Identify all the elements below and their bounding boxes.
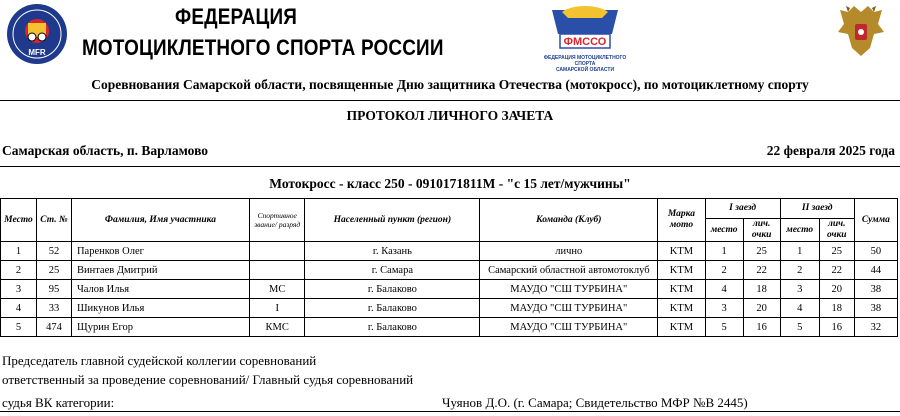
cell-race2-points: 25 (819, 242, 854, 261)
cell-start-no: 33 (37, 299, 72, 318)
cell-sum: 32 (854, 318, 897, 337)
cell-make: KTM (658, 280, 705, 299)
cell-team: Самарский областной автомотоклуб (480, 261, 658, 280)
title-divider (0, 100, 900, 101)
footer-divider (0, 411, 900, 412)
cell-start-no: 474 (37, 318, 72, 337)
cell-start-no: 52 (37, 242, 72, 261)
cell-place: 2 (1, 261, 37, 280)
date-text: 22 февраля 2025 года (766, 143, 895, 158)
cell-name: Шикунов Илья (71, 299, 249, 318)
cell-place: 5 (1, 318, 37, 337)
cell-team: МАУДО "СШ ТУРБИНА" (480, 318, 658, 337)
fmsso-logo-icon (542, 4, 628, 73)
race1-points-header: лич. очки (743, 219, 780, 242)
cell-race2-place: 1 (780, 242, 819, 261)
cell-start-no: 95 (37, 280, 72, 299)
cell-race2-place: 4 (780, 299, 819, 318)
cell-race1-place: 4 (705, 280, 743, 299)
cell-race1-points: 25 (743, 242, 780, 261)
col-place-header: Место (1, 199, 37, 242)
cell-race1-place: 1 (705, 242, 743, 261)
cell-race2-place: 5 (780, 318, 819, 337)
cell-name: Чалов Илья (71, 280, 249, 299)
col-race2-header: II заезд (780, 199, 854, 219)
cell-make: KTM (658, 318, 705, 337)
col-start-no-header: Ст. № (37, 199, 72, 242)
cell-place: 4 (1, 299, 37, 318)
cell-name: Щурин Егор (71, 318, 249, 337)
footer-chief-judge-label: ответственный за проведение соревнований/ Главный судья соревнований (2, 372, 414, 387)
cell-race1-points: 16 (743, 318, 780, 337)
cell-rank: КМС (249, 318, 305, 337)
cell-rank: МС (249, 280, 305, 299)
table-row (1, 242, 898, 261)
location-divider (0, 166, 900, 167)
race1-place-header: место (705, 219, 743, 242)
table-row (1, 318, 898, 337)
cell-sum: 44 (854, 261, 897, 280)
federation-title-line1: ФЕДЕРАЦИЯ (175, 4, 298, 29)
cell-team: МАУДО "СШ ТУРБИНА" (480, 280, 658, 299)
fmsso-caption-line1: ФЕДЕРАЦИЯ МОТОЦИКЛЕТНОГО СПОРТА (543, 55, 627, 67)
cell-city: г. Балаково (305, 318, 480, 337)
cell-race1-points: 20 (743, 299, 780, 318)
results-table (0, 198, 898, 337)
col-team-header: Команда (Клуб) (480, 199, 658, 242)
cell-rank: I (249, 299, 305, 318)
table-row (1, 261, 898, 280)
mfr-emblem-icon (6, 3, 68, 65)
cell-rank (249, 242, 305, 261)
race2-place-header: место (780, 219, 819, 242)
cell-race2-place: 2 (780, 261, 819, 280)
cell-race2-points: 16 (819, 318, 854, 337)
cell-name: Паренков Олег (71, 242, 249, 261)
cell-race1-place: 3 (705, 299, 743, 318)
cell-race2-points: 20 (819, 280, 854, 299)
double-headed-eagle-icon (836, 2, 886, 62)
cell-race1-points: 18 (743, 280, 780, 299)
cell-race2-points: 18 (819, 299, 854, 318)
cell-race1-place: 2 (705, 261, 743, 280)
cell-race1-place: 5 (705, 318, 743, 337)
col-city-header: Населенный пункт (регион) (305, 199, 480, 242)
fmsso-caption-line2: САМАРСКОЙ ОБЛАСТИ (555, 67, 615, 73)
svg-text:ФМССО: ФМССО (563, 36, 607, 48)
footer-judge-name: Чуянов Д.О. (г. Самара; Свидетельство МФР №В 2445) (442, 395, 748, 410)
cell-place: 3 (1, 280, 37, 299)
cell-sum: 38 (854, 299, 897, 318)
cell-team: МАУДО "СШ ТУРБИНА" (480, 299, 658, 318)
location-text: Самарская область, п. Варламово (2, 143, 209, 158)
cell-sum: 38 (854, 280, 897, 299)
svg-text:MFR: MFR (28, 48, 46, 57)
cell-rank (249, 261, 305, 280)
cell-city: г. Казань (305, 242, 480, 261)
col-rank-header: Спортивное звание/ разряд (249, 199, 305, 242)
cell-start-no: 25 (37, 261, 72, 280)
cell-city: г. Самара (305, 261, 480, 280)
protocol-title: ПРОТОКОЛ ЛИЧНОГО ЗАЧЕТА (346, 108, 554, 123)
cell-city: г. Балаково (305, 299, 480, 318)
footer-judge-category-label: судья ВК категории: (2, 395, 115, 410)
cell-race1-points: 22 (743, 261, 780, 280)
footer-chairman-label: Председатель главной судейской коллегии соревнований (2, 353, 317, 368)
federation-title-line2: МОТОЦИКЛЕТНОГО СПОРТА РОССИИ (82, 35, 444, 60)
cell-race2-points: 22 (819, 261, 854, 280)
col-race1-header: I заезд (705, 199, 780, 219)
race2-points-header: лич. очки (819, 219, 854, 242)
col-name-header: Фамилия, Имя участника (71, 199, 249, 242)
cell-team: лично (480, 242, 658, 261)
cell-make: KTM (658, 261, 705, 280)
table-header-row (1, 199, 898, 219)
event-title: Соревнования Самарской области, посвященные Дню защитника Отечества (мотокросс), по мотоциклетному спорту (91, 77, 809, 92)
table-row (1, 280, 898, 299)
col-make-header: Марка мото (658, 199, 705, 242)
col-sum-header: Сумма (854, 199, 897, 242)
cell-city: г. Балаково (305, 280, 480, 299)
cell-name: Винтаев Дмитрий (71, 261, 249, 280)
cell-make: KTM (658, 242, 705, 261)
cell-make: KTM (658, 299, 705, 318)
cell-race2-place: 3 (780, 280, 819, 299)
cell-sum: 50 (854, 242, 897, 261)
class-title: Мотокросс - класс 250 - 0910171811М - "с 15 лет/мужчины" (269, 176, 631, 191)
table-row (1, 299, 898, 318)
cell-place: 1 (1, 242, 37, 261)
